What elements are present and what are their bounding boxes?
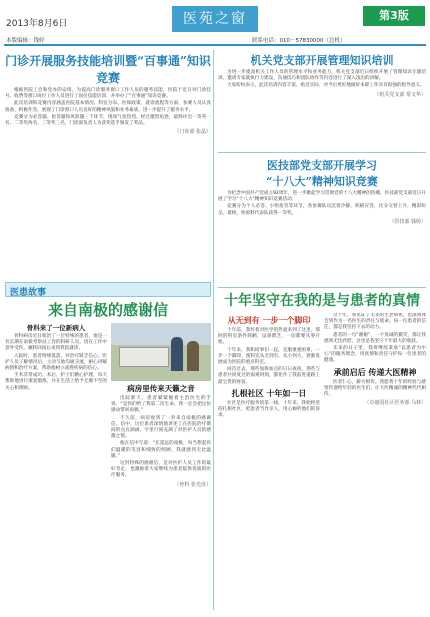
- column-divider: [213, 50, 214, 610]
- story-body: [5, 323, 211, 607]
- photo-caption: 病房里传来天籁之音: [127, 384, 195, 393]
- section-heading: 从无到有 一步一个脚印: [227, 315, 311, 325]
- paragraph: 为进一步提高机关工作人员的管理水平和业务能力，机关党支部近日组织开展了管理知识专题培训，邀请专家就执行力建设、沟通技巧和团队协作等内容进行了深入浅出的讲解。: [218, 70, 426, 82]
- byline: （骨科 张光虎）: [174, 481, 211, 488]
- byline: （医技部 钱婷）: [389, 218, 426, 225]
- article-title-line-2: “十八大”精神知识竞赛: [266, 175, 378, 188]
- byline: （机关党支部 常文华）: [374, 91, 426, 98]
- contact-phone: 联系电话：010－57830000（总机）: [252, 38, 346, 44]
- issue-date: 2013年8月6日: [6, 19, 68, 29]
- section-banner: [5, 282, 211, 297]
- page-header: [0, 0, 430, 46]
- paragraph: 根据医院工会和党办的安排，为提高门诊服务窗口工作人员的服务技能，医院于近日对门诊挂号、收费等窗口岗位工作人员进行了岗位技能培训，并举办了“百事通”知识竞赛。: [5, 88, 211, 100]
- article-body: [218, 191, 426, 217]
- paragraph: 竞赛分为个人必答、小组抢答等环节，各参赛队员沉着冷静、积极应答，比分交替上升，精彩纷呈。最终，检验科代表队获得一等奖。: [218, 204, 426, 216]
- header-rule: [4, 44, 426, 46]
- left-column: [5, 50, 211, 612]
- page-editor: 本版编辑：钱婷: [6, 38, 45, 44]
- feature-title: 十年坚守在我的是与患者的真情: [224, 293, 420, 309]
- banner-label: 医患故事: [10, 288, 47, 298]
- story-subtitle: 骨科来了一位新病人: [26, 324, 86, 332]
- divider: [218, 152, 426, 153]
- ward-photo: [111, 323, 211, 381]
- article-body: [218, 70, 426, 90]
- paragraph: 十年来，我和同事们一起，克服重重困难，一步一个脚印，使科室从无到有、从小到大，逐渐发展成为医院的重点科室。: [218, 347, 320, 366]
- right-column: [218, 50, 426, 612]
- paragraph: 不久前，病房收到了一封来自南极的感谢信。信中，这位患者深情地讲述了在医院治疗期间的点点滴滴，字里行间充满了对医护人员的感激之情。: [111, 415, 211, 440]
- paragraph: 大家纷纷表示，此次培训内容丰富、贴近实际，对今后更好地做好本职工作具有很强的指导意义。: [227, 83, 425, 89]
- paragraph: 此次培训和竞赛内容涵盖医院基本情况、科室分布、医保政策、就诊流程等方面，参赛人员认真准备，积极作答，展现了门诊窗口人员良好的精神风貌和业务素质，进一步提升了服务水平。: [5, 101, 211, 113]
- paragraph: 竞赛分为必答题、抢答题和风险题三个环节，现场气氛热烈。经过激烈角逐，最终评出一等奖一名、二等奖两名、三等奖三名，门诊部负责人为获奖选手颁发了奖品。: [5, 114, 211, 127]
- photo-bed: [119, 347, 169, 367]
- article-title-line-1: 医技部党支部开展学习: [267, 159, 377, 172]
- article-management-training: [218, 50, 426, 150]
- story-title: 来自南极的感谢信: [47, 301, 168, 319]
- patient-story-section: [5, 282, 211, 607]
- story-text: [5, 334, 107, 392]
- paragraph: 入院时，患者情绪低落，对治疗缺乏信心。医护人员了解情况后，主动与他沟通交流，耐心讲解病情和治疗方案，帮助他树立战胜疾病的信心。: [5, 353, 107, 372]
- feature-text: [218, 328, 320, 386]
- feature-column-1: [218, 313, 320, 612]
- paragraph: 他在信中写道：“在遥远的南极，每当想起你们温暖的笑容和细致的照顾，我就感到无比温暖。”: [111, 441, 211, 459]
- photo-person: [187, 341, 199, 371]
- story-column-1: [5, 323, 107, 607]
- feature-body: [218, 313, 426, 612]
- feature-text: [218, 401, 320, 420]
- paragraph: 骨科病房近日收治了一位特殊的患者，他是一名长期在南极考察站工作的科研人员，因在工作中意外受伤，辗转回国后来到我院就诊。: [5, 334, 107, 352]
- byline: （门诊部 张晶）: [174, 129, 211, 136]
- story-column-2: [111, 323, 211, 607]
- paragraph: 为纪念中国共产党成立92周年，进一步掀起学习贯彻党的十八大精神的热潮，医技部党支部近日开展了学习“十八大”精神知识竞赛活动。: [218, 191, 426, 203]
- paragraph: 这十年，我见证了太多的生老病死，也深刻体会到作为一名医生的责任与使命。每一位患者的信任，都是我坚持下去的动力。: [324, 313, 426, 331]
- divider: [218, 287, 426, 288]
- byline: （卓丽国社区医务部 马林）: [364, 400, 426, 407]
- paragraph: 十年前，我怀着对医学的热爱来到了这里，那时的科室条件简陋，设备匮乏，一切都要从零开始。: [218, 328, 320, 346]
- photo-person: [171, 337, 183, 371]
- paragraph: 医者仁心，薪火相传。我愿将十年的经验与感悟传递给年轻的医生们，让大医精诚的精神代代相传。: [324, 379, 426, 398]
- paragraph: 这封特殊的感谢信，是对医护人员工作的最好肯定，也激励着大家继续为患者提供优质的医疗服务。: [111, 461, 211, 479]
- paragraph: 患者的一句“谢谢”，一个真诚的微笑，都让我感到无比欣慰，这也是我坚守十年最大的收获。: [324, 332, 426, 344]
- story-text: [111, 396, 211, 480]
- section-heading: 承前启后 传递大医精神: [333, 366, 417, 377]
- article-knowledge-contest: [218, 155, 426, 285]
- article-title: 门诊开展服务技能培训暨“百事通”知识竞赛: [5, 54, 211, 85]
- article-title: 机关党支部开展管理知识培训: [250, 54, 394, 67]
- section-heading: 扎根社区 十年如一日: [231, 387, 307, 398]
- section-title: 医苑之窗: [172, 6, 258, 32]
- paragraph: 手术非常成功。术后，护士们精心护理，每天帮助他进行康复锻炼，并在生活上给予无微不至的关心和照顾。: [5, 373, 107, 391]
- feature-text: [324, 313, 426, 365]
- paragraph: 回首过去，那些加班加点的日日夜夜，那些与患者共同度过的艰难时刻，都化作了我前进道路上最宝贵的财富。: [218, 367, 320, 385]
- feature-column-2: [324, 313, 426, 612]
- paragraph: 出院那天，患者紧紧握着主治医生的手说：“是你们给了我第二次生命，我一定会把这份感动带回南极。”: [111, 396, 211, 414]
- paragraph: 未来的日子里，我将继续秉承“以患者为中心”的服务理念，用真情和责任守护每一位患者的健康。: [324, 346, 426, 364]
- paragraph: 社区是医疗服务的第一线，十年来，我始终坚持扎根社区，把患者当作亲人，用心倾听他们的诉求。: [218, 400, 320, 419]
- feature-text: [324, 380, 426, 399]
- edition-badge: 第3版: [363, 6, 425, 26]
- article-body: [5, 88, 211, 127]
- article-training: [5, 50, 211, 280]
